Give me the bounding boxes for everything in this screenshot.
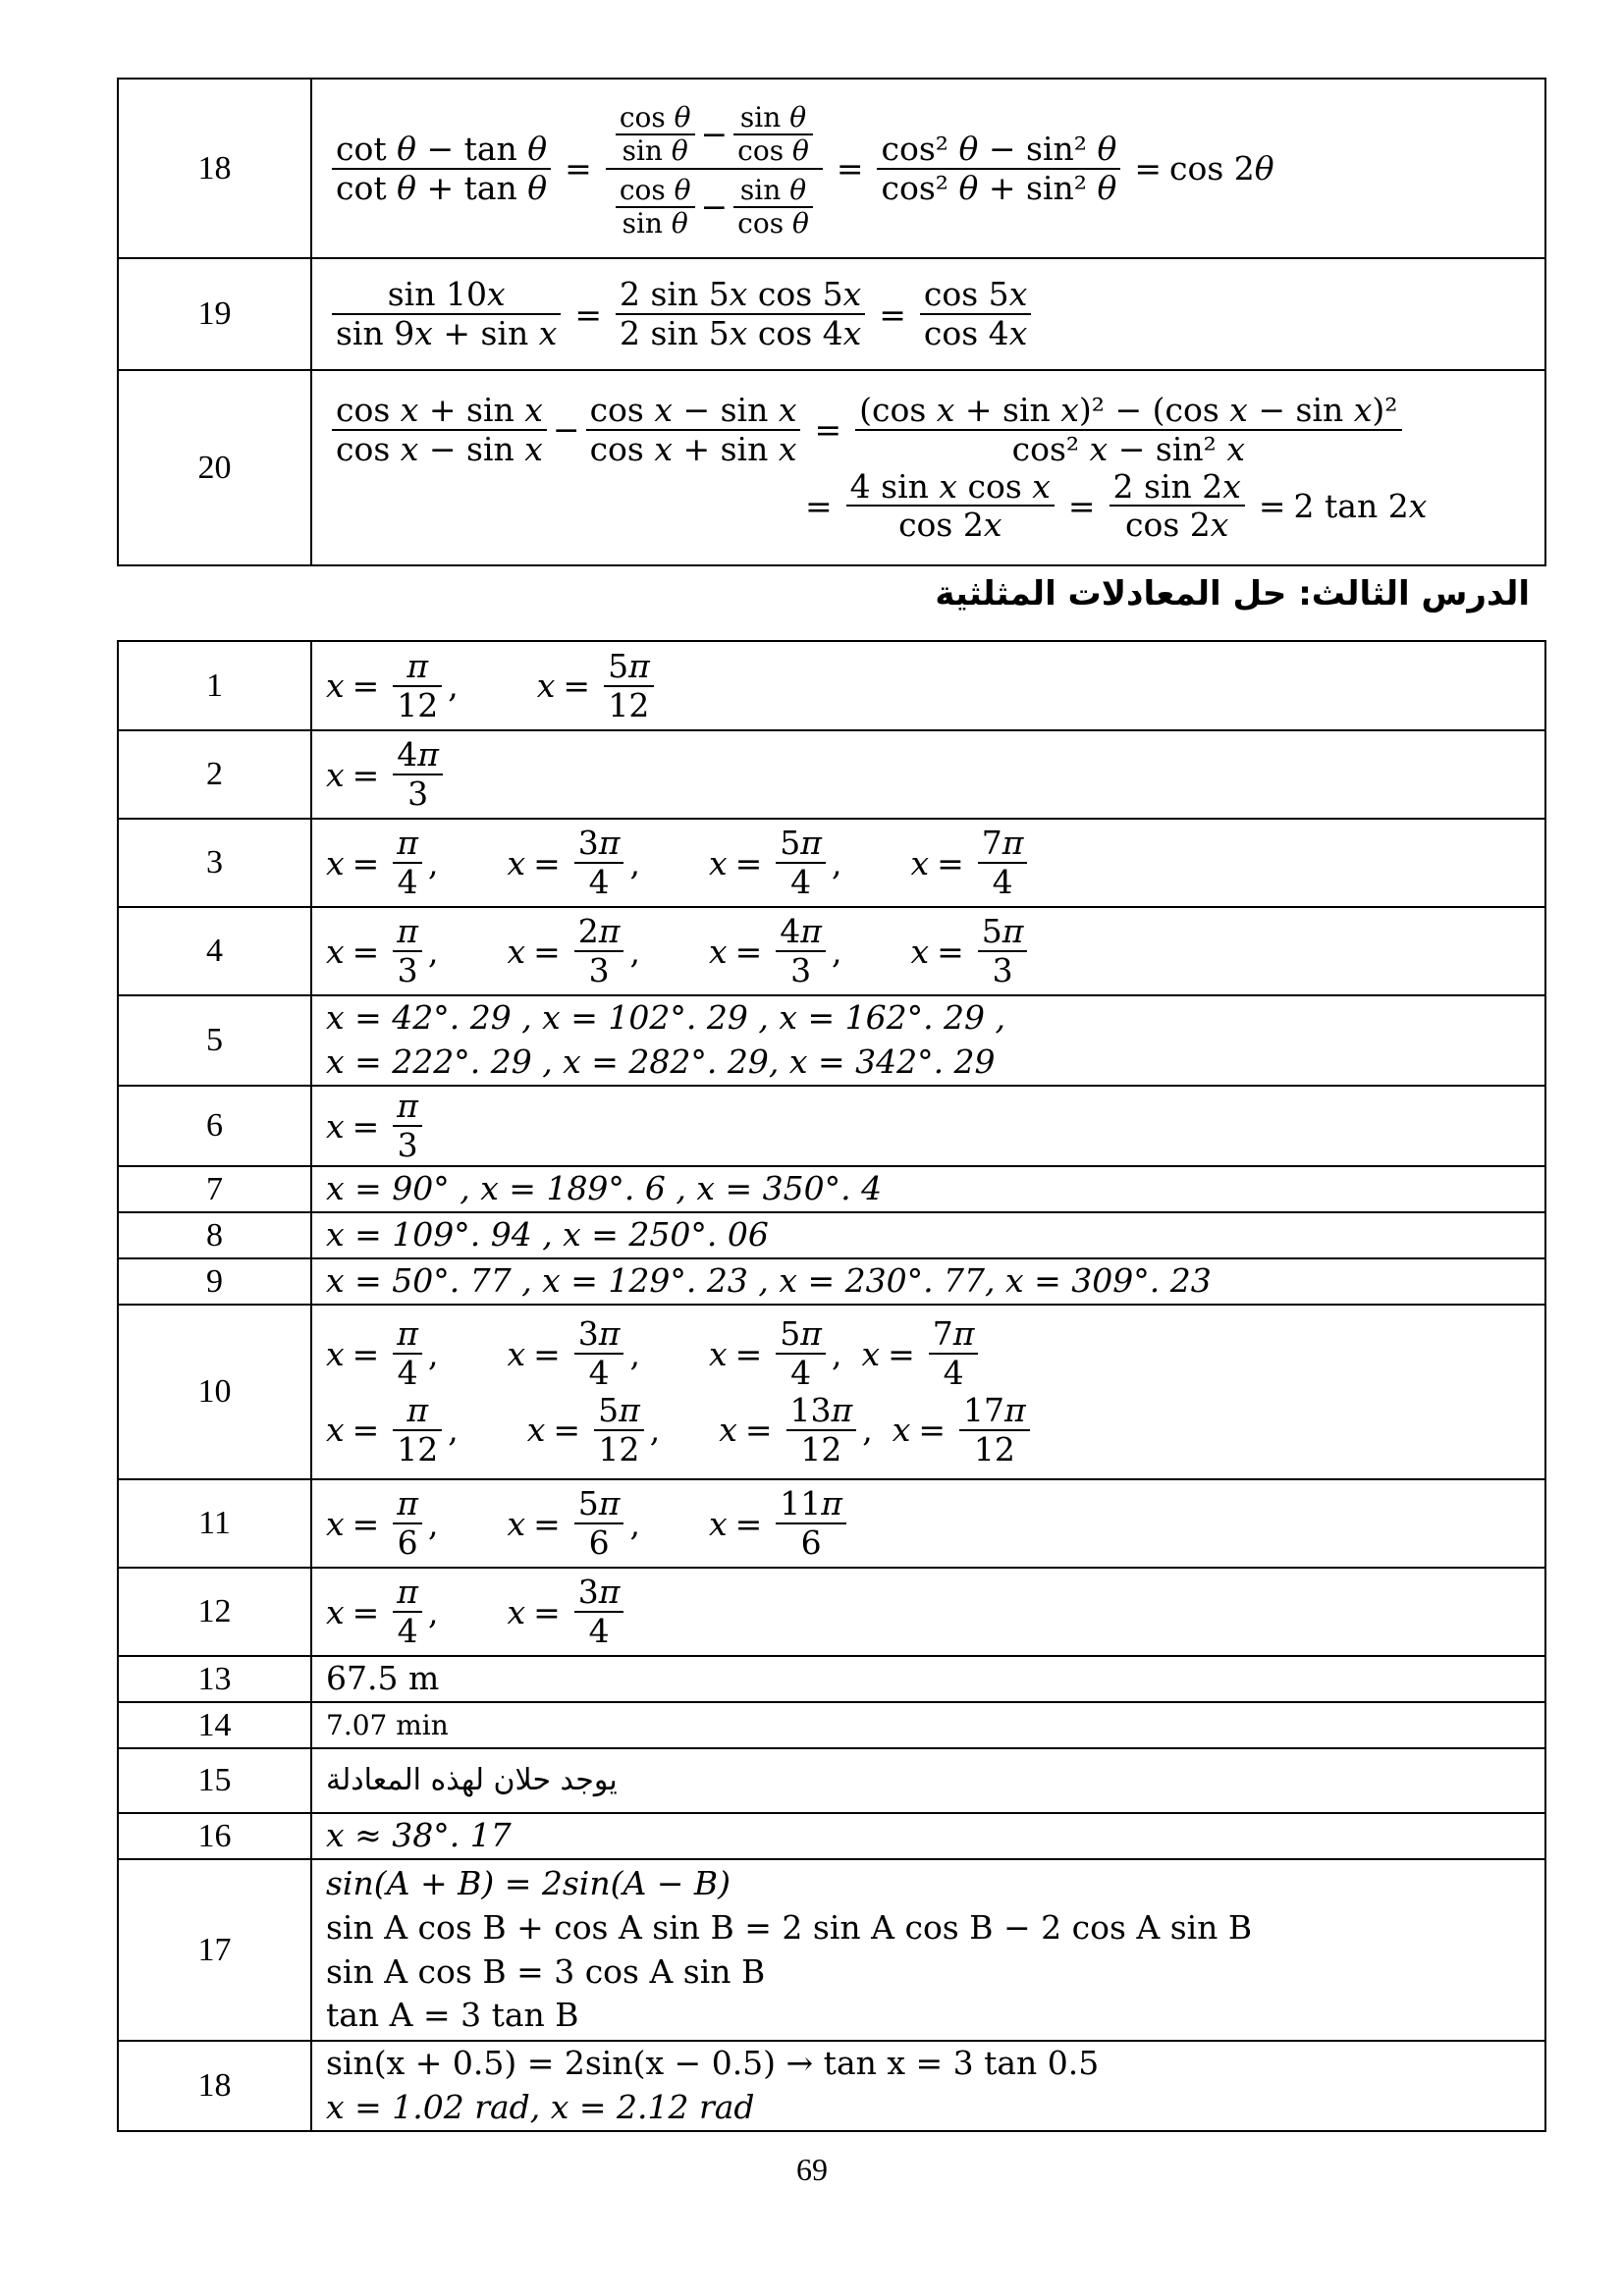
- table-row: [118, 1656, 1545, 1702]
- table-row: [118, 730, 1545, 819]
- expr-line: يوجد حلان لهذه المعادلة: [326, 1762, 618, 1797]
- row-expression: [311, 1212, 1545, 1258]
- table-row: [118, 1305, 1545, 1479]
- row-number: 1: [118, 641, 311, 730]
- table-row: [118, 1859, 1545, 2041]
- expr-line: x = 42°. 29 , x = 102°. 29 , x = 162°. 29 ,: [326, 998, 1006, 1038]
- expr-line: tan A = 3 tan B: [326, 1996, 579, 2035]
- row-expression: x = $\frac{\pi}{4}$ , x = $\frac{3\pi}{4}$: [311, 1568, 1545, 1656]
- row-number: 20: [118, 370, 311, 565]
- table-row: [118, 370, 1545, 565]
- row-number: 11: [118, 1479, 311, 1568]
- table-row: [118, 1568, 1545, 1656]
- row-number: 6: [118, 1086, 311, 1166]
- row-expression: x = $\frac{\pi}{3}$: [311, 1086, 1545, 1166]
- row-expression: x = $\frac{4\pi}{3}$: [311, 730, 1545, 819]
- expr-line: 7.07 min: [326, 1708, 449, 1741]
- row-number: 5: [118, 995, 311, 1086]
- row-expression: x = $\frac{\pi}{12}$ , x = $\frac{5\pi}{12}$: [311, 641, 1545, 730]
- expr-line: 67.5 m: [326, 1659, 440, 1698]
- table-row: [118, 819, 1545, 907]
- expr-line: sin A cos B = 3 cos A sin B: [326, 1951, 766, 1991]
- expr-line: sin A cos B + cos A sin B = 2 sin A cos B − 2 cos A sin B: [326, 1907, 1253, 1947]
- row-expression: x = $\frac{\pi}{6}$ , x = $\frac{5\pi}{6}$ , x = $\frac{11\pi}{6}$: [311, 1479, 1545, 1568]
- expr-line: x ≈ 38°. 17: [326, 1816, 512, 1855]
- expr-line: x = 222°. 29 , x = 282°. 29, x = 342°. 29: [326, 1042, 996, 1081]
- table-row: [118, 1166, 1545, 1212]
- table-row: [118, 1702, 1545, 1748]
- row-expression: x = $\frac{\pi}{4}$ , x = $\frac{3\pi}{4}$ , x = $\frac{5\pi}{4}$ , x = $\frac{7\pi}{4}$ x = $\frac{\pi}{12}$ , x = $\frac{5\pi}{12}$ , x = $\frac{13\pi}{12}$ , x = $\frac{17\pi}{12}$: [311, 1305, 1545, 1479]
- table-row: [118, 1258, 1545, 1305]
- expr-line: sin(x + 0.5) = 2sin(x − 0.5) → tan x = 3 tan 0.5: [326, 2044, 1100, 2083]
- row-expression: x = $\frac{\pi}{4}$ , x = $\frac{3\pi}{4}$ , x = $\frac{5\pi}{4}$ , x = $\frac{7\pi}{4}$: [311, 819, 1545, 907]
- table-row: [118, 2041, 1545, 2131]
- row-number: 12: [118, 1568, 311, 1656]
- row-expression: $\frac{\text{cot θ − tan θ}}{\text{cot θ + tan θ}}$ = $\frac{\text{cos θ}}{\text{sin θ}}$ − $\frac{\text{sin θ}}{\text{cos θ}}$ $\frac{\text{cos θ}}{\text{sin θ}}$ − $\frac{\text{sin θ}}{\text{cos θ}}$ = $\frac{\text{cos² θ − sin² θ}}{\text{cos² θ + sin² θ}}$ = cos 2θ: [311, 79, 1545, 258]
- row-number: 13: [118, 1656, 311, 1702]
- expr-line: x = 109°. 94 , x = 250°. 06: [326, 1215, 769, 1255]
- equations-table: [117, 640, 1546, 2132]
- lesson-heading: الدرس الثالث: حل المعادلات المثلثية: [935, 574, 1530, 614]
- row-number: 18: [118, 2041, 311, 2131]
- row-number: 2: [118, 730, 311, 819]
- row-number: 9: [118, 1258, 311, 1305]
- row-number: 16: [118, 1813, 311, 1859]
- table-row: [118, 907, 1545, 995]
- row-number: 8: [118, 1212, 311, 1258]
- table-row: [118, 79, 1545, 258]
- row-number: 3: [118, 819, 311, 907]
- row-expression: $\frac{\text{cos x + sin x}}{\text{cos x − sin x}}$ − $\frac{\text{cos x − sin x}}{\text{cos x + sin x}}$ = $\frac{\text{(cos x + sin x)² − (cos x − sin x)²}}{\text{cos² x − sin² x}}$ = $\frac{\text{4 sin x cos x}}{\cos 2x}$ = $\frac{2 \sin 2x}{\cos 2x}$ = 2 tan 2x: [311, 370, 1545, 565]
- row-expression: [311, 2041, 1545, 2131]
- row-number: 15: [118, 1748, 311, 1813]
- row-expression: [311, 1166, 1545, 1212]
- row-expression: [311, 995, 1545, 1086]
- row-expression: x = $\frac{\pi}{3}$ , x = $\frac{2\pi}{3}$ , x = $\frac{4\pi}{3}$ , x = $\frac{5\pi}{3}$: [311, 907, 1545, 995]
- table-row: [118, 1748, 1545, 1813]
- row-number: 17: [118, 1859, 311, 2041]
- row-number: 14: [118, 1702, 311, 1748]
- row-number: 4: [118, 907, 311, 995]
- expr-line: x = 50°. 77 , x = 129°. 23 , x = 230°. 77, x = 309°. 23: [326, 1261, 1212, 1301]
- row-expression: [311, 1702, 1545, 1748]
- row-expression: [311, 1859, 1545, 2041]
- row-number: 7: [118, 1166, 311, 1212]
- row-expression: [311, 1748, 1545, 1813]
- table-row: [118, 1212, 1545, 1258]
- page-number: 69: [796, 2152, 828, 2187]
- row-number: 19: [118, 258, 311, 370]
- table-row: [118, 258, 1545, 370]
- row-expression: [311, 1813, 1545, 1859]
- row-number: 10: [118, 1305, 311, 1479]
- expr-line: sin(A + B) = 2sin(A − B): [326, 1864, 731, 1903]
- row-expression: [311, 1656, 1545, 1702]
- table-row: [118, 1086, 1545, 1166]
- table-row: [118, 1479, 1545, 1568]
- row-number: 18: [118, 79, 311, 258]
- identities-table: [117, 78, 1546, 566]
- table-row: [118, 641, 1545, 730]
- table-row: [118, 995, 1545, 1086]
- expr-line: x = 90° , x = 189°. 6 , x = 350°. 4: [326, 1169, 883, 1208]
- row-expression: [311, 1258, 1545, 1305]
- table-row: [118, 1813, 1545, 1859]
- row-expression: $\frac{\sin 10x}{\text{sin 9x + sin x}}$ = $\frac{\text{2 sin 5x cos 5x}}{\text{2 sin 5x cos 4x}}$ = $\frac{\cos 5x}{\cos 4x}$: [311, 258, 1545, 370]
- expr-line: x = 1.02 rad, x = 2.12 rad: [326, 2088, 755, 2126]
